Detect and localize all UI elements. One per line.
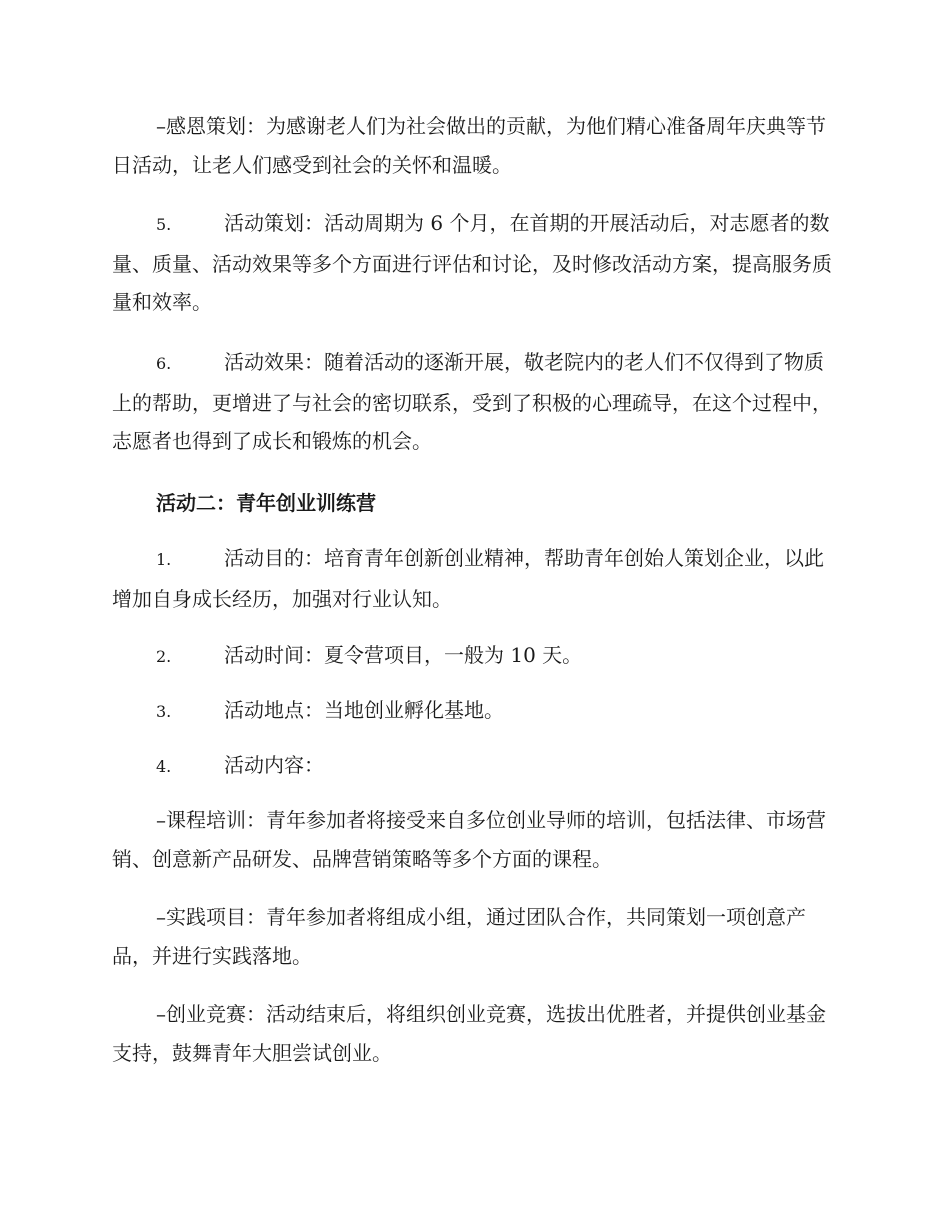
paragraph-gratitude-planning — [112, 107, 834, 184]
paragraph-item-6 — [112, 343, 834, 461]
paragraph-text: 活动目的：培育青年创新创业精神，帮助青年创始人策划企业，以此增加自身成长经历，加强对行业认知。 — [112, 546, 824, 611]
list-number: 4. — [156, 757, 172, 776]
paragraph-text: –课程培训：青年参加者将接受来自多位创业导师的培训，包括法律、市场营销、创意新产品研发、品牌营销策略等多个方面的课程。 — [112, 808, 826, 871]
list-number: 2. — [156, 647, 172, 666]
paragraph-practice-project — [112, 898, 834, 975]
list-number: 1. — [156, 550, 172, 569]
paragraph-text: 活动内容： — [224, 753, 324, 777]
paragraph-item-5 — [112, 204, 834, 322]
paragraph-text: 活动策划：活动周期为 6 个月，在首期的开展活动后，对志愿者的数量、质量、活动效果等多个方面进行评估和讨论，及时修改活动方案，提高服务质量和效率。 — [112, 211, 832, 314]
paragraph-text: 活动时间：夏令营项目，一般为 10 天。 — [224, 643, 583, 667]
heading-text: 活动二：青年创业训练营 — [156, 491, 376, 515]
section-heading — [112, 484, 834, 523]
paragraph-item-1 — [112, 539, 834, 618]
paragraph-item-4 — [112, 746, 834, 787]
list-number: 5. — [156, 215, 172, 234]
paragraph-text: 活动效果：随着活动的逐渐开展，敬老院内的老人们不仅得到了物质上的帮助，更增进了与社会的密切联系，受到了积极的心理疏导，在这个过程中，志愿者也得到了成长和锻炼的机会。 — [112, 350, 832, 453]
paragraph-text: 活动地点：当地创业孵化基地。 — [224, 698, 504, 722]
paragraph-course-training — [112, 801, 834, 878]
list-number: 3. — [156, 702, 172, 721]
paragraph-item-2 — [112, 636, 834, 677]
paragraph-text: –实践项目：青年参加者将组成小组，通过团队合作，共同策划一项创意产品，并进行实践落地。 — [112, 905, 806, 968]
list-number: 6. — [156, 354, 172, 373]
paragraph-item-3 — [112, 691, 834, 732]
paragraph-text: –创业竞赛：活动结束后，将组织创业竞赛，选拔出优胜者，并提供创业基金支持，鼓舞青年大胆尝试创业。 — [112, 1002, 826, 1065]
paragraph-text: –感恩策划：为感谢老人们为社会做出的贡献，为他们精心准备周年庆典等节日活动，让老人们感受到社会的关怀和温暖。 — [112, 114, 826, 177]
paragraph-startup-competition — [112, 995, 834, 1072]
